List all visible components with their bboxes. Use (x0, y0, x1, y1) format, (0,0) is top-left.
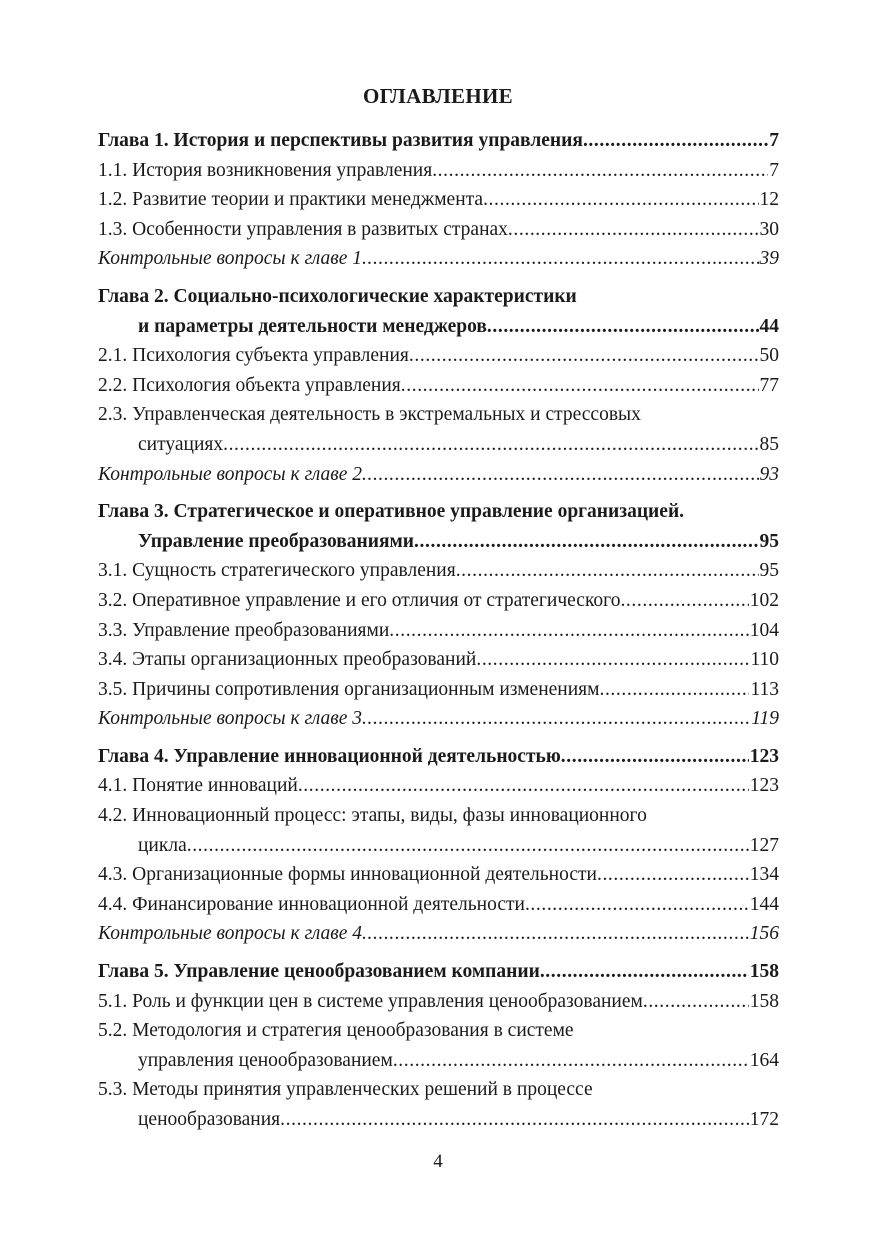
entry-title: Контрольные вопросы к главе 2 (98, 463, 363, 485)
dot-leader (362, 460, 758, 490)
dot-leader (401, 371, 759, 401)
entry-page: 110 (750, 649, 779, 671)
section-entry[interactable] (98, 341, 779, 371)
dot-leader (583, 126, 768, 156)
questions-entry[interactable] (98, 460, 779, 490)
dot-leader (525, 890, 749, 920)
dot-leader (362, 919, 749, 949)
dot-leader (414, 527, 758, 557)
entry-page: 134 (749, 864, 779, 886)
entry-page: 144 (749, 893, 779, 915)
chapter-heading[interactable] (98, 742, 779, 772)
section-entry[interactable] (98, 860, 779, 890)
entry-title: и параметры деятельности менеджеров (138, 315, 487, 337)
entry-title: 4.1. Понятие инноваций (98, 775, 298, 797)
entry-title: цикла (138, 834, 187, 856)
entry-title: Контрольные вопросы к главе 3 (98, 708, 363, 730)
dot-leader (393, 1046, 749, 1076)
entry-title: 3.2. Оперативное управление и его отличия от стратегического (98, 589, 621, 611)
section-entry[interactable] (98, 215, 779, 245)
section-entry[interactable] (98, 771, 779, 801)
entry-title: Глава 5. Управление ценообразованием компании (98, 961, 540, 983)
dot-leader (223, 430, 758, 460)
chapter-heading[interactable] (98, 527, 779, 557)
chapter-3 (98, 497, 779, 734)
section-entry[interactable] (98, 185, 779, 215)
section-entry-line[interactable] (98, 400, 779, 430)
dot-leader (561, 742, 749, 772)
entry-title: 2.3. Управленческая деятельность в экстремальных и стрессовых (98, 404, 641, 426)
chapter-heading-line[interactable] (98, 282, 779, 312)
dot-leader (280, 1105, 749, 1135)
page-number: 4 (433, 1151, 443, 1172)
dot-leader (620, 586, 748, 616)
table-of-contents (98, 126, 779, 1143)
entry-page: 7 (769, 130, 779, 151)
section-entry[interactable] (98, 987, 779, 1017)
section-entry[interactable] (98, 1105, 779, 1135)
dot-leader (599, 675, 749, 705)
entry-page: 113 (750, 678, 779, 700)
questions-entry[interactable] (98, 244, 779, 274)
entry-title: 5.1. Роль и функции цен в системе управления ценообразованием (98, 990, 643, 1012)
dot-leader (432, 156, 768, 186)
dot-leader (456, 556, 759, 586)
entry-page: 93 (759, 463, 779, 485)
entry-title: 2.1. Психология субъекта управления (98, 345, 409, 367)
section-entry-line[interactable] (98, 801, 779, 831)
entry-title: 5.2. Методология и стратегия ценообразования в системе (98, 1020, 574, 1042)
chapter-heading[interactable] (98, 312, 779, 342)
entry-title: 4.3. Организационные формы инновационной деятельности (98, 864, 597, 886)
entry-title: 5.3. Методы принятия управленческих решений в процессе (98, 1079, 593, 1101)
entry-page: 123 (749, 775, 779, 797)
entry-page: 77 (759, 374, 779, 396)
entry-page: 172 (749, 1109, 779, 1130)
dot-leader (409, 341, 759, 371)
dot-leader (476, 645, 749, 675)
questions-entry[interactable] (98, 704, 779, 734)
dot-leader (540, 957, 749, 987)
section-entry[interactable] (98, 556, 779, 586)
entry-page: 7 (769, 159, 779, 181)
entry-page: 95 (759, 530, 779, 552)
entry-page: 85 (759, 433, 779, 455)
dot-leader (487, 312, 759, 342)
section-entry[interactable] (98, 675, 779, 705)
section-entry[interactable] (98, 616, 779, 646)
entry-title: 1.2. Развитие теории и практики менеджмента (98, 189, 484, 211)
dot-leader (597, 860, 749, 890)
entry-page: 127 (749, 834, 779, 856)
dot-leader (508, 215, 759, 245)
section-entry-line[interactable] (98, 1075, 779, 1105)
entry-page: 102 (749, 589, 779, 611)
chapter-2 (98, 282, 779, 489)
entry-title: ситуациях (138, 433, 224, 455)
entry-title: 3.5. Причины сопротивления организационным изменениям (98, 678, 600, 700)
entry-page: 95 (759, 560, 779, 582)
entry-page: 164 (749, 1049, 779, 1071)
dot-leader (483, 185, 758, 215)
entry-page: 123 (749, 745, 779, 767)
entry-title: Глава 1. История и перспективы развития управления (98, 130, 583, 151)
chapter-heading[interactable] (98, 126, 779, 156)
entry-title: Контрольные вопросы к главе 1 (98, 248, 363, 270)
entry-title: Глава 2. Социально-психологические характеристики (98, 285, 577, 307)
entry-title: 3.4. Этапы организационных преобразований (98, 649, 477, 671)
dot-leader (187, 831, 749, 861)
entry-page: 158 (749, 990, 779, 1012)
dot-leader (298, 771, 749, 801)
entry-title: Глава 3. Стратегическое и оперативное управление организацией. (98, 501, 685, 523)
entry-title: 4.4. Финансирование инновационной деятельности (98, 893, 525, 915)
dot-leader (389, 616, 748, 646)
entry-title: 1.1. История возникновения управления (98, 159, 433, 181)
entry-title: Контрольные вопросы к главе 4 (98, 923, 363, 945)
dot-leader (643, 987, 749, 1017)
entry-page: 104 (749, 619, 779, 641)
section-entry[interactable] (98, 1046, 779, 1076)
section-entry[interactable] (98, 586, 779, 616)
entry-title: 3.3. Управление преобразованиями (98, 619, 390, 641)
entry-title: 4.2. Инновационный процесс: этапы, виды, фазы инновационного (98, 805, 647, 827)
chapter-heading-line[interactable] (98, 497, 779, 527)
chapter-4 (98, 742, 779, 949)
entry-page: 119 (751, 708, 779, 730)
chapter-5 (98, 957, 779, 1135)
entry-page: 44 (759, 315, 779, 337)
section-entry[interactable] (98, 831, 779, 861)
entry-page: 158 (749, 961, 779, 983)
section-entry[interactable] (98, 890, 779, 920)
chapter-heading[interactable] (98, 957, 779, 987)
questions-entry[interactable] (98, 919, 779, 949)
entry-title: Управление преобразованиями (138, 530, 415, 552)
entry-title: ценообразования (138, 1109, 281, 1130)
entry-page: 156 (749, 923, 779, 945)
section-entry-line[interactable] (98, 1016, 779, 1046)
entry-page: 50 (759, 345, 779, 367)
dot-leader (362, 244, 758, 274)
entry-title: управления ценообразованием (138, 1049, 393, 1071)
entry-title: 1.3. Особенности управления в развитых странах (98, 218, 508, 240)
section-entry[interactable] (98, 430, 779, 460)
chapter-1 (98, 126, 779, 274)
entry-page: 39 (759, 248, 779, 270)
entry-title: 2.2. Психология объекта управления (98, 374, 401, 396)
section-entry[interactable] (98, 645, 779, 675)
entry-page: 12 (759, 189, 779, 211)
page-title: ОГЛАВЛЕНИЕ (363, 84, 513, 108)
section-entry[interactable] (98, 156, 779, 186)
dot-leader (362, 704, 750, 734)
entry-page: 30 (759, 218, 779, 240)
section-entry[interactable] (98, 371, 779, 401)
entry-title: Глава 4. Управление инновационной деятельностью (98, 745, 561, 767)
entry-title: 3.1. Сущность стратегического управления (98, 560, 456, 582)
